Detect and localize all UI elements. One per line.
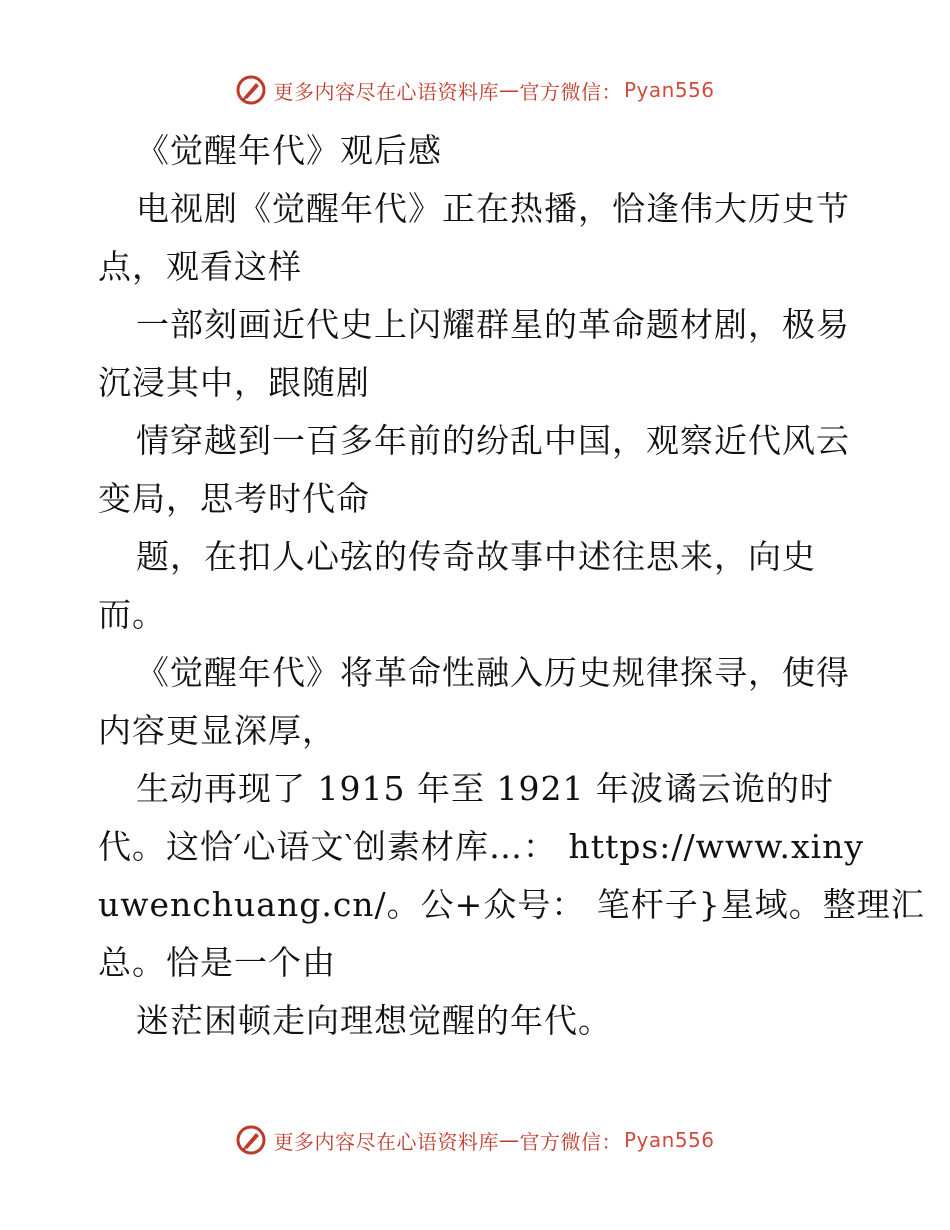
header-banner	[0, 70, 950, 110]
banner-separator: —	[498, 1128, 520, 1152]
paragraph-line: 变局，思考时代命	[98, 479, 370, 518]
document-title: 《觉醒年代》观后感	[136, 131, 442, 170]
paragraph-line: uwenchuang.cn/。公+众号： 笔杆子}星域。整理汇	[98, 885, 925, 924]
banner-handle: Pyan556	[623, 78, 715, 102]
paragraph-line: 沉浸其中，跟随剧	[98, 363, 370, 402]
pen-logo-icon	[235, 1124, 267, 1156]
paragraph-line: 迷茫困顿走向理想觉醒的年代。	[136, 1001, 612, 1040]
pen-logo-icon	[235, 74, 267, 106]
banner-text: 更多内容尽在心语资料库	[273, 1129, 499, 1154]
banner-separator: —	[498, 78, 520, 102]
paragraph-line: 生动再现了 1915 年至 1921 年波谲云诡的时	[136, 769, 834, 808]
footer-banner	[0, 1120, 950, 1160]
banner-handle: Pyan556	[623, 1128, 715, 1152]
paragraph-line: 总。恰是一个由	[98, 943, 336, 982]
banner-label: 官方微信：	[519, 79, 622, 104]
paragraph-line: 代。这恰′心语文‵创素材库…： https://www.xiny	[98, 827, 865, 866]
banner-text: 更多内容尽在心语资料库	[273, 79, 499, 104]
paragraph-line: 而。	[98, 595, 166, 634]
paragraph-line: 点，观看这样	[98, 247, 302, 286]
paragraph-line: 电视剧《觉醒年代》正在热播，恰逢伟大历史节	[136, 189, 850, 228]
paragraph-line: 情穿越到一百多年前的纷乱中国，观察近代风云	[136, 421, 850, 460]
paragraph-line: 题，在扣人心弦的传奇故事中述往思来，向史	[136, 537, 816, 576]
banner-label: 官方微信：	[519, 1129, 622, 1154]
paragraph-line: 一部刻画近代史上闪耀群星的革命题材剧，极易	[136, 305, 850, 344]
paragraph-line: 内容更显深厚，	[98, 711, 336, 750]
paragraph-line: 《觉醒年代》将革命性融入历史规律探寻，使得	[136, 653, 850, 692]
document-body	[98, 122, 925, 1050]
